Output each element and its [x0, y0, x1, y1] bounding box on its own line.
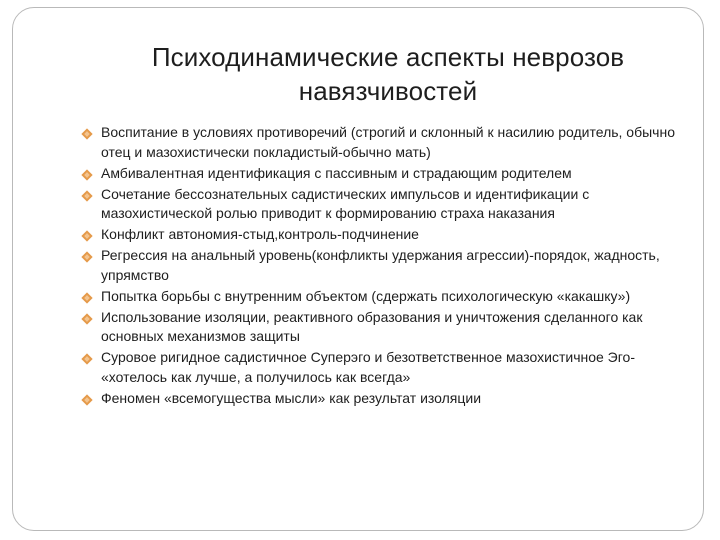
list-item: [79, 123, 689, 162]
list-item: [79, 164, 689, 184]
diamond-bullet-icon: [81, 394, 92, 405]
list-item-text: Попытка борьбы с внутренним объектом (сдержать психологическую «какашку»): [101, 287, 631, 304]
list-item-text: Феномен «всемогущества мысли» как результат изоляции: [101, 389, 482, 406]
list-item: [79, 287, 689, 307]
list-item: [79, 389, 689, 409]
list-item: [79, 185, 689, 224]
list-item: [79, 246, 689, 285]
diamond-bullet-icon: [81, 292, 92, 303]
list-item-text: Суровое ригидное садистичное Суперэго и безответственное мазохистичное Эго- «хотелось как лучше, а получилось как всегда»: [101, 349, 635, 385]
list-item-text: Воспитание в условиях противоречий (строгий и склонный к насилию родитель, обычно отец и мазохистически покладистый-обычно мать): [101, 124, 675, 160]
diamond-bullet-icon: [81, 353, 92, 364]
bullet-list: [79, 123, 689, 410]
slide: [12, 7, 704, 531]
list-item-text: Сочетание бессознательных садистических импульсов и идентификации с мазохистической ролью приводит к формированию страха наказания: [101, 185, 590, 221]
list-item-text: Использование изоляции, реактивного образования и уничтожения сделанного как основных механизмов защиты: [101, 308, 643, 344]
diamond-bullet-icon: [81, 128, 92, 139]
list-item: [79, 348, 689, 387]
list-item-text: Конфликт автономия-стыд,контроль-подчинение: [101, 226, 419, 242]
diamond-bullet-icon: [81, 230, 92, 241]
list-item: [79, 308, 689, 347]
diamond-bullet-icon: [81, 313, 92, 324]
diamond-bullet-icon: [81, 169, 92, 180]
diamond-bullet-icon: [81, 190, 92, 201]
slide-title: Психодинамические аспекты неврозов навязчивостей: [151, 42, 625, 106]
list-item: [79, 225, 689, 245]
diamond-bullet-icon: [81, 251, 92, 262]
list-item-text: Амбивалентная идентификация с пассивным и страдающим родителем: [101, 164, 572, 181]
list-item-text: Регрессия на анальный уровень(конфликты удержания агрессии)-порядок, жадность, упрямство: [101, 247, 660, 283]
